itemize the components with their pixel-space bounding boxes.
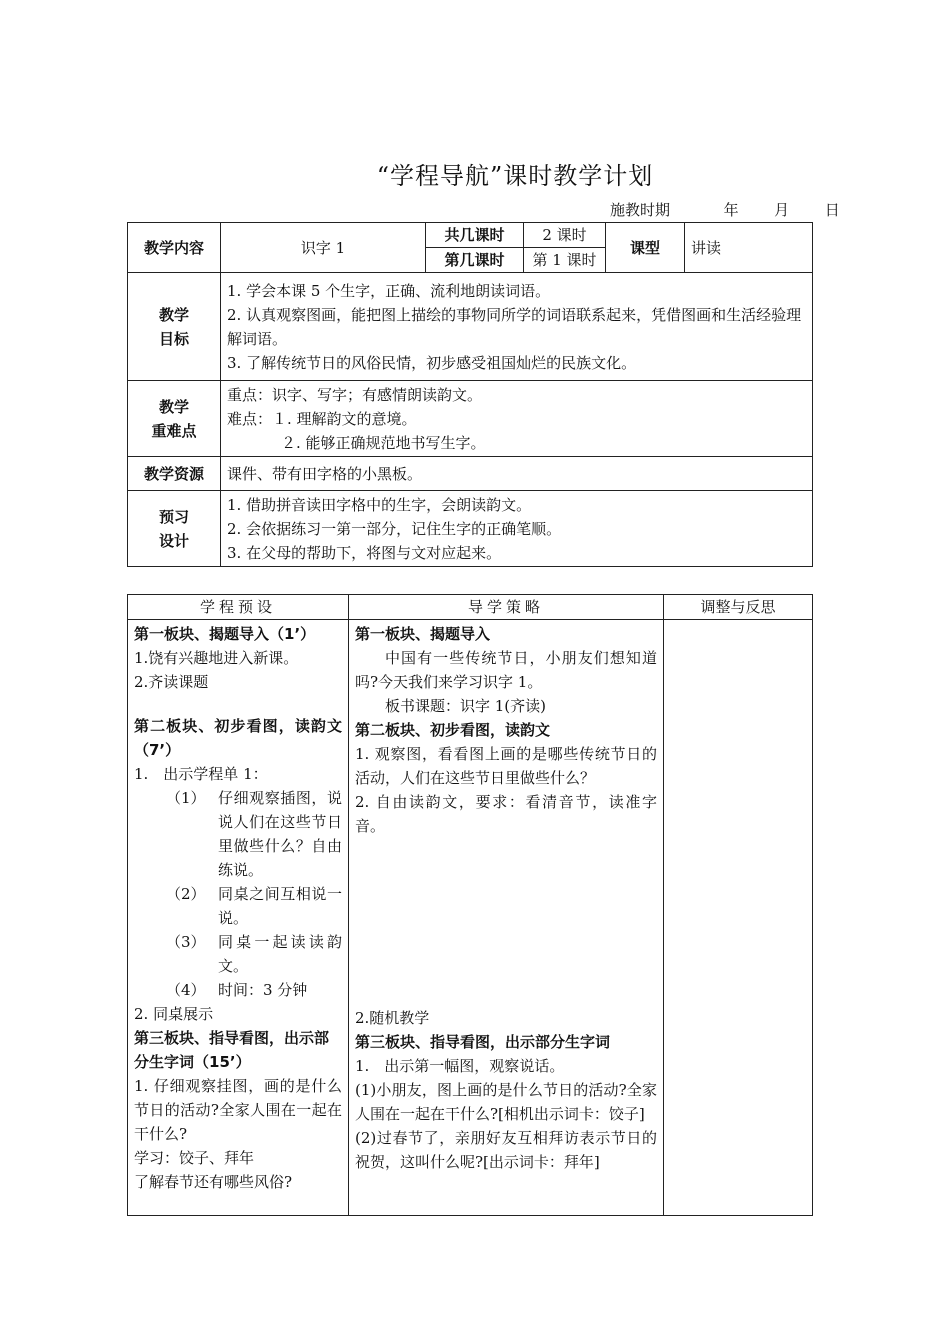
preview-item: 3. 在父母的帮助下，将图与文对应起来。	[227, 543, 502, 562]
list-item: (1)小朋友，图上画的是什么节日的活动?全家人围在一起在干什么?[相机出示词卡：饺子]	[355, 1081, 657, 1123]
sub-text: 仔细观察插图，说说人们在这些节日里做些什么？自由练说。	[218, 789, 342, 879]
strategy-column	[349, 620, 664, 1216]
board-note: 板书课题：识字 1(齐读)	[385, 697, 547, 715]
goals-cell	[221, 273, 813, 381]
preview-cell	[221, 491, 813, 567]
date-year: 年	[723, 201, 739, 219]
section-title: 第三板块、指导看图，出示部分生字词	[355, 1033, 611, 1051]
process-table	[127, 594, 813, 1216]
which-value: 第 1 课时	[524, 248, 606, 273]
date-line	[610, 199, 840, 220]
section-title: 第三板块、指导看图，出示部分生字词（15’）	[134, 1029, 330, 1071]
list-item: 1.饶有兴趣地进入新课。	[134, 649, 299, 667]
key-item: 重点：识字、写字；有感情朗读韵文。	[227, 385, 483, 404]
sub-text: 同桌一起读读韵文。	[218, 933, 342, 975]
sub-text: 时间：3 分钟	[218, 981, 308, 999]
list-item: 1. 观察图，看看图上画的是哪些传统节日的活动，人们在这些节日里做些什么？	[355, 745, 657, 787]
page-title: “学程导航”课时教学计划	[376, 162, 654, 190]
preview-label-2: 设计	[158, 531, 189, 550]
goal-item: 2. 认真观察图画，能把图上描绘的事物同所学的词语联系起来，凭借图画和生活经验理解词语。	[227, 305, 802, 348]
total-value: 2 课时	[524, 223, 606, 248]
key-cell	[221, 381, 813, 457]
preview-item: 1. 借助拼音读田字格中的生字，会朗读韵文。	[227, 495, 532, 514]
key-item: ２. 能够正确规范地书写生字。	[281, 433, 486, 452]
sub-text: 同桌之间互相说一说。	[218, 885, 342, 927]
sub-item	[134, 978, 342, 1002]
date-day: 日	[824, 201, 840, 219]
sub-item	[134, 786, 342, 882]
resource-value: 课件、带有田字格的小黑板。	[221, 457, 813, 491]
sub-item	[134, 930, 342, 978]
sub-num: （1）	[166, 789, 206, 807]
type-label: 课型	[606, 223, 685, 273]
key-label	[128, 381, 221, 457]
goal-item: 3. 了解传统节日的风俗民情，初步感受祖国灿烂的民族文化。	[227, 353, 637, 372]
paragraph: 中国有一些传统节日，小朋友们想知道吗?今天我们来学习识字 1。	[355, 649, 657, 691]
sub-item	[134, 882, 342, 930]
sub-num: （3）	[166, 933, 206, 951]
preview-label-1: 预习	[158, 507, 189, 526]
key-label-1: 教学	[158, 397, 189, 416]
list-item: 2. 同桌展示	[134, 1005, 214, 1023]
goals-label-2: 目标	[158, 329, 189, 348]
section-title: 第二板块、初步看图，读韵文	[355, 721, 551, 739]
list-item: 1. 出示学程单 1：	[134, 765, 268, 783]
list-item: 学习：饺子、拜年	[134, 1149, 255, 1167]
key-label-2: 重难点	[151, 421, 197, 440]
section-title: 第一板块、揭题导入（1’）	[134, 625, 316, 643]
list-item: 了解春节还有哪些风俗?	[134, 1173, 293, 1191]
list-item: 2.齐读课题	[134, 673, 209, 691]
type-value: 讲读	[685, 223, 813, 273]
goal-item: 1. 学会本课 5 个生字，正确、流利地朗读词语。	[227, 281, 551, 300]
list-item: 1. 仔细观察挂图，画的是什么节日的活动?全家人围在一起在干什么?	[134, 1077, 342, 1143]
preset-column	[128, 620, 349, 1216]
preview-item: 2. 会依据练习一第一部分，记住生字的正确笔顺。	[227, 519, 562, 538]
which-label: 第几课时	[426, 248, 524, 273]
reflection-column	[664, 620, 813, 1216]
col-header-reflection: 调整与反思	[664, 595, 813, 620]
list-item: 1. 出示第一幅图，观察说话。	[355, 1057, 565, 1075]
col-header-preset: 学程预设	[128, 595, 349, 620]
sub-num: （2）	[166, 885, 206, 903]
preview-label	[128, 491, 221, 567]
list-item: (2)过春节了，亲朋好友互相拜访表示节日的祝贺，这叫什么呢?[出示词卡：拜年]	[355, 1129, 657, 1171]
section-title: 第二板块、初步看图，读韵文（7’）	[134, 717, 342, 759]
goals-label	[128, 273, 221, 381]
resource-label: 教学资源	[128, 457, 221, 491]
content-label: 教学内容	[128, 223, 221, 273]
date-month: 月	[774, 201, 790, 219]
sub-num: （4）	[166, 981, 206, 999]
list-item: 2.随机教学	[355, 1009, 430, 1027]
key-item: 难点：１. 理解韵文的意境。	[227, 409, 417, 428]
total-label: 共几课时	[426, 223, 524, 248]
plan-table	[127, 222, 813, 567]
date-label: 施教时期	[610, 201, 671, 219]
section-title: 第一板块、揭题导入	[355, 625, 491, 643]
content-value: 识字 1	[221, 223, 426, 273]
list-item: 2. 自由读韵文，要求：看清音节，读准字音。	[355, 793, 657, 835]
goals-label-1: 教学	[158, 305, 189, 324]
col-header-strategy: 导学策略	[349, 595, 664, 620]
